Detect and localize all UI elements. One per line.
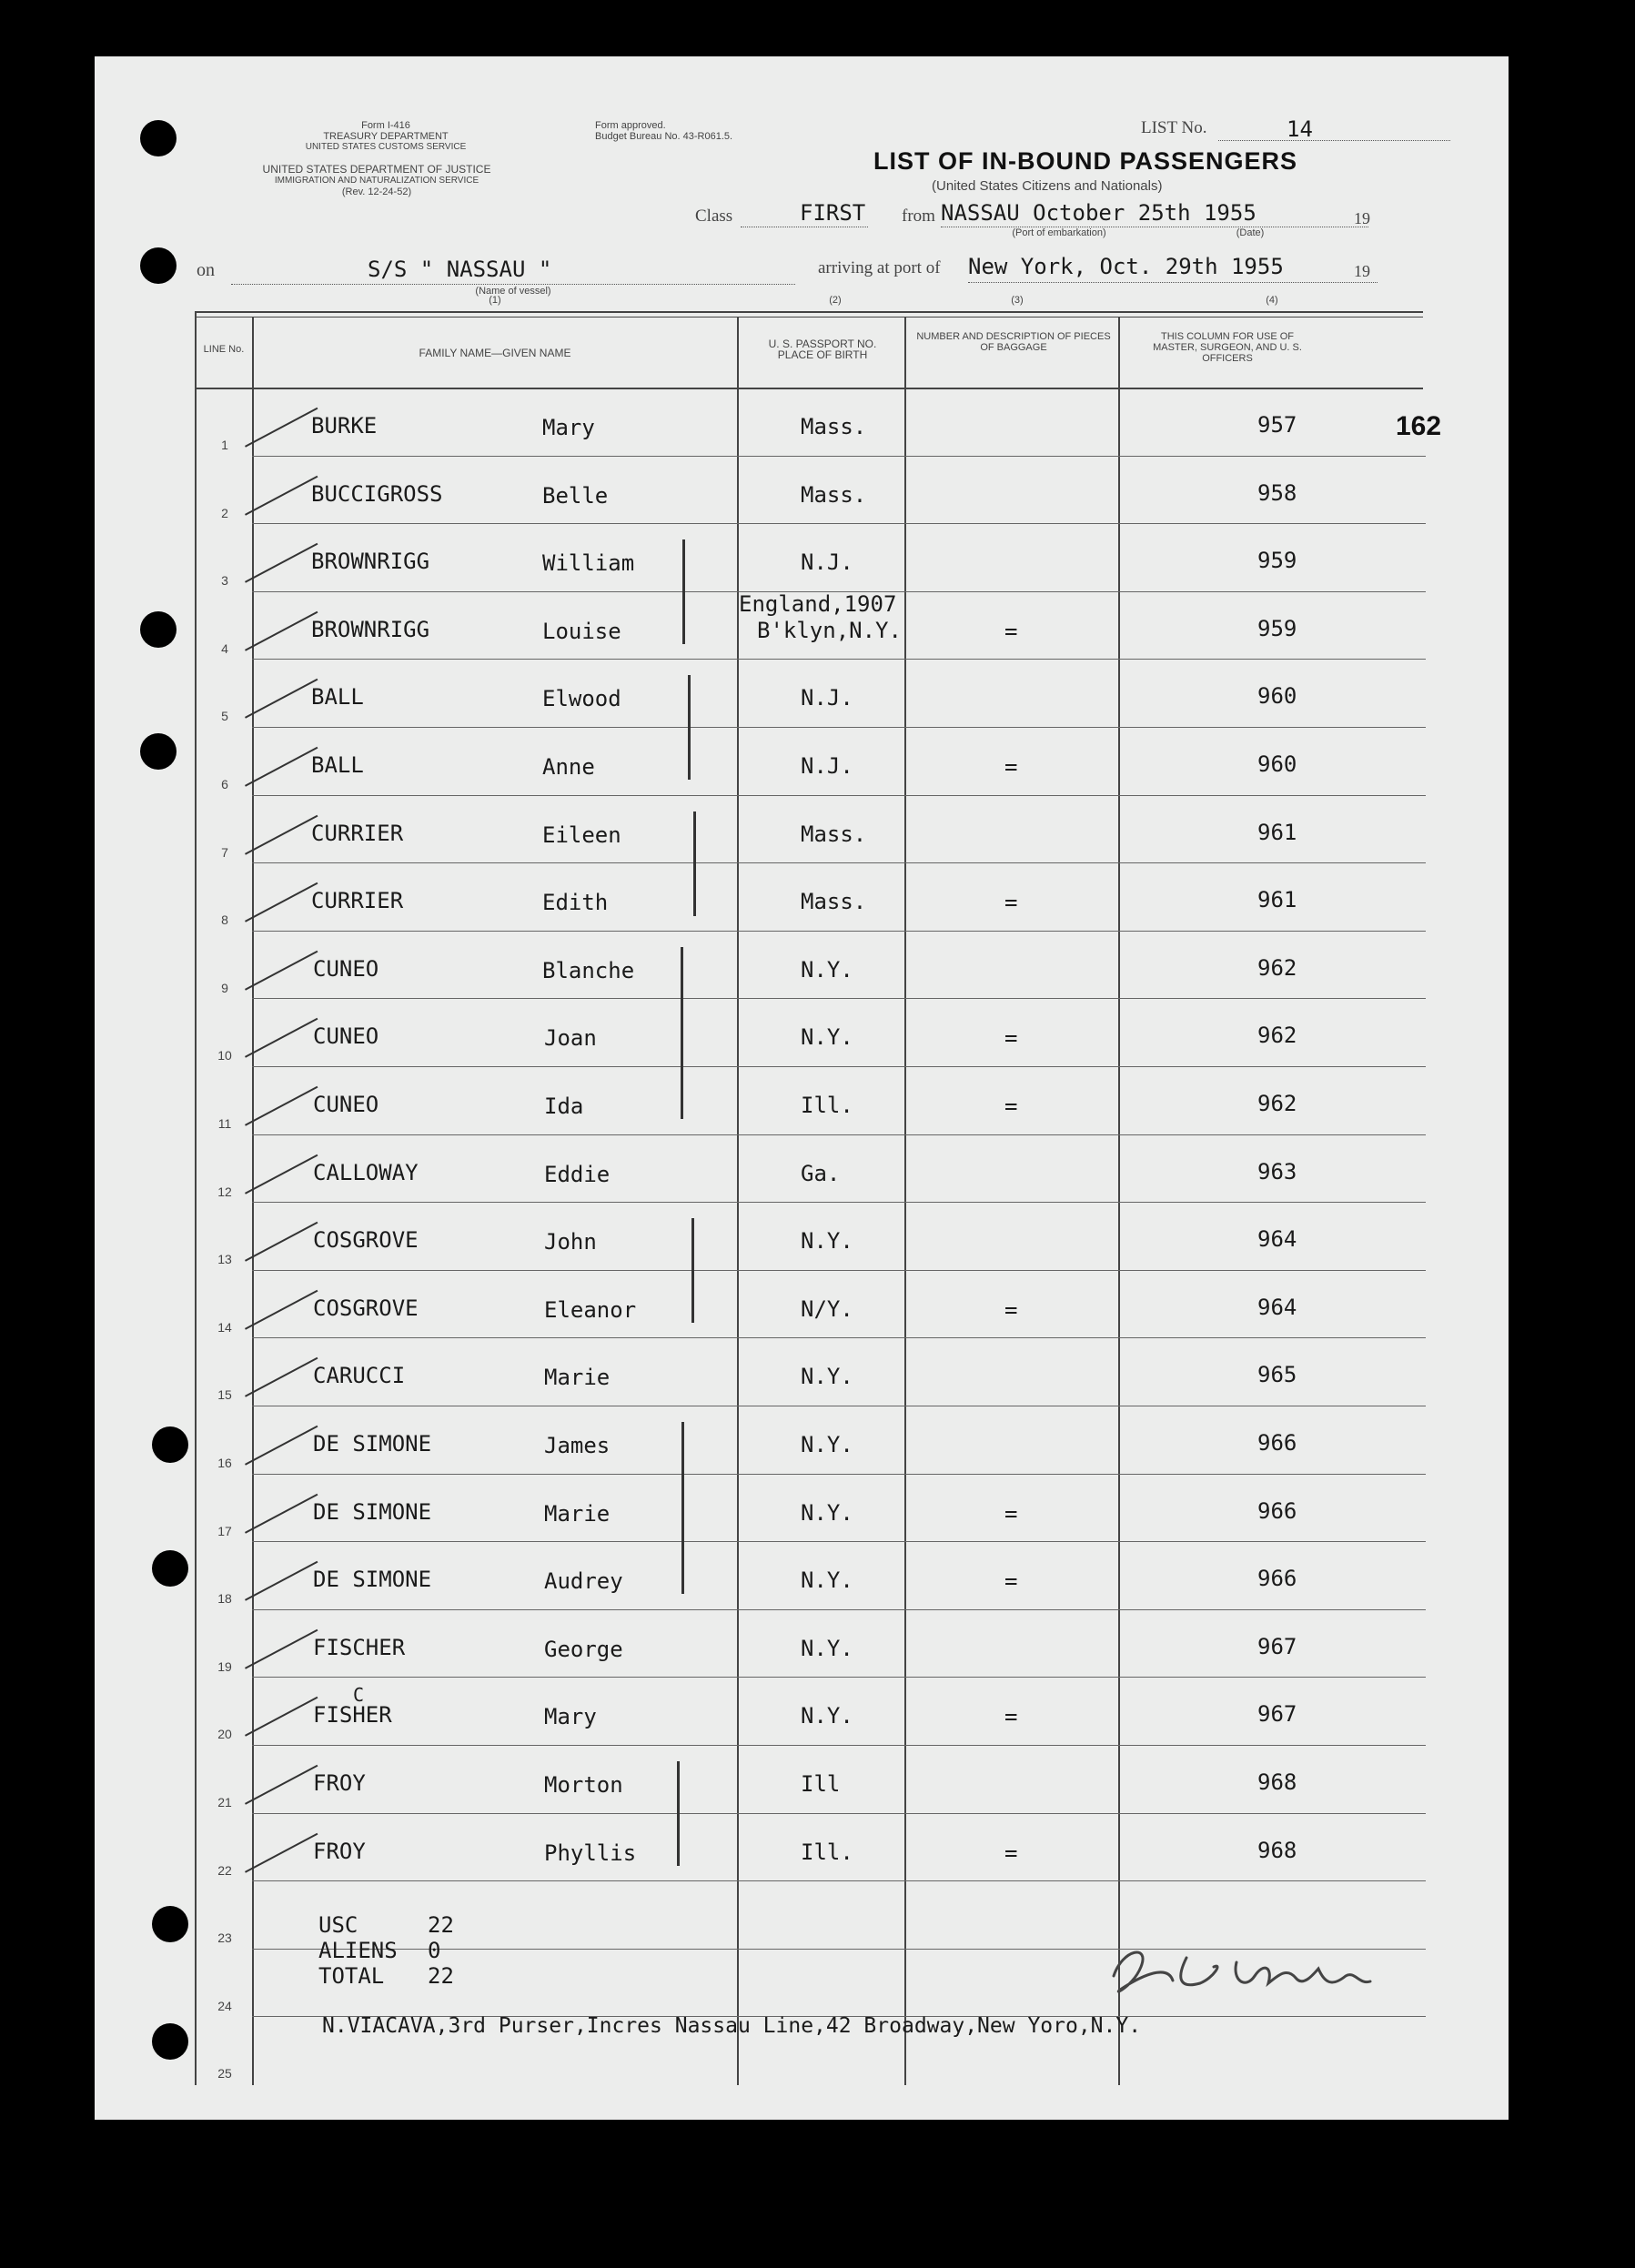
line-number: 8 bbox=[221, 912, 228, 927]
col-header-line: LINE No. bbox=[203, 344, 245, 355]
line-number: 23 bbox=[217, 1930, 232, 1945]
officer-number: 961 bbox=[1257, 820, 1297, 845]
given-name: Mary bbox=[544, 1704, 597, 1729]
form-sheet bbox=[95, 56, 1509, 2120]
check-mark bbox=[245, 1290, 318, 1330]
punch-hole bbox=[152, 1426, 188, 1463]
line-number: 24 bbox=[217, 1999, 232, 2013]
place-of-birth: N.Y. bbox=[801, 957, 853, 983]
given-name: George bbox=[544, 1637, 623, 1662]
col-header-officers: THIS COLUMN FOR USE OF MASTER, SURGEON, AND U. S. OFFICERS bbox=[1153, 331, 1302, 364]
baggage: = bbox=[1004, 1297, 1018, 1323]
officer-number: 962 bbox=[1257, 1023, 1297, 1048]
dept-justice: UNITED STATES DEPARTMENT OF JUSTICE bbox=[262, 163, 491, 176]
family-name: FISHER bbox=[313, 1702, 392, 1728]
line-number: 22 bbox=[217, 1863, 232, 1878]
dept-treasury: TREASURY DEPARTMENT bbox=[323, 131, 449, 142]
vessel-caption: (Name of vessel) bbox=[475, 286, 551, 297]
col-mark-1: (1) bbox=[489, 295, 501, 306]
family-name: FISCHER bbox=[313, 1635, 406, 1660]
officer-number: 967 bbox=[1257, 1701, 1297, 1727]
given-name: Marie bbox=[544, 1501, 611, 1527]
col-header-name: FAMILY NAME—GIVEN NAME bbox=[419, 347, 571, 359]
officer-number: 968 bbox=[1257, 1838, 1297, 1863]
family-name: BALL bbox=[311, 752, 364, 778]
given-name: Eileen bbox=[542, 822, 621, 848]
family-name: CALLOWAY bbox=[313, 1160, 419, 1185]
officer-number: 962 bbox=[1257, 1091, 1297, 1116]
place-of-birth: N.Y. bbox=[801, 1703, 853, 1729]
check-mark bbox=[245, 679, 318, 719]
vessel-name: S/S " NASSAU " bbox=[368, 257, 552, 282]
place-of-birth: N.Y. bbox=[801, 1228, 853, 1254]
family-name: BURKE bbox=[311, 413, 378, 438]
family-name: CUNEO bbox=[313, 1023, 379, 1049]
family-correction: C bbox=[353, 1684, 365, 1706]
check-mark bbox=[245, 1086, 318, 1126]
place-of-birth: Ga. bbox=[801, 1161, 841, 1186]
family-name: BROWNRIGG bbox=[311, 617, 430, 642]
check-mark bbox=[245, 408, 318, 448]
check-mark bbox=[245, 543, 318, 583]
family-name: DE SIMONE bbox=[313, 1567, 432, 1592]
check-mark bbox=[245, 1561, 318, 1601]
budget-bureau: Budget Bureau No. 43-R061.5. bbox=[595, 131, 733, 142]
page-subtitle: (United States Citizens and Nationals) bbox=[932, 178, 1163, 194]
check-mark bbox=[245, 476, 318, 516]
family-bracket bbox=[677, 1761, 680, 1866]
col-mark-4: (4) bbox=[1266, 295, 1278, 306]
check-mark bbox=[245, 1765, 318, 1805]
place-of-birth: N.Y. bbox=[801, 1567, 853, 1593]
family-bracket bbox=[682, 539, 685, 644]
line-number: 15 bbox=[217, 1387, 232, 1402]
punch-hole bbox=[140, 247, 177, 284]
line-number: 5 bbox=[221, 709, 228, 723]
total-value: 0 bbox=[428, 1938, 441, 1963]
family-name: FROY bbox=[313, 1839, 366, 1864]
given-name: Phyllis bbox=[544, 1840, 637, 1866]
line-number: 18 bbox=[217, 1591, 232, 1606]
line-number: 13 bbox=[217, 1252, 232, 1266]
col-mark-2: (2) bbox=[829, 295, 842, 306]
line-number: 21 bbox=[217, 1795, 232, 1809]
date-caption: (Date) bbox=[1236, 227, 1265, 238]
family-bracket bbox=[688, 675, 691, 780]
baggage: = bbox=[1004, 619, 1018, 644]
line-number: 9 bbox=[221, 981, 228, 995]
family-name: COSGROVE bbox=[313, 1295, 419, 1321]
check-mark bbox=[245, 951, 318, 991]
punch-hole bbox=[140, 611, 177, 648]
officer-number: 966 bbox=[1257, 1498, 1297, 1524]
nineteen-1: 19 bbox=[1354, 209, 1370, 227]
line-number: 3 bbox=[221, 573, 228, 588]
place-of-birth: Ill. bbox=[801, 1840, 853, 1865]
total-value: 22 bbox=[428, 1912, 454, 1938]
baggage: = bbox=[1004, 1025, 1018, 1051]
check-mark bbox=[245, 1629, 318, 1669]
dept-customs: UNITED STATES CUSTOMS SERVICE bbox=[305, 142, 467, 152]
given-name: Blanche bbox=[542, 958, 635, 983]
nineteen-2: 19 bbox=[1354, 262, 1370, 280]
given-name: Edith bbox=[542, 890, 609, 915]
given-name: Mary bbox=[542, 415, 595, 440]
family-name: CUNEO bbox=[313, 956, 379, 982]
arriving-value: New York, Oct. 29th 1955 bbox=[968, 254, 1284, 279]
family-name: CARUCCI bbox=[313, 1363, 406, 1388]
check-mark bbox=[245, 1222, 318, 1262]
family-name: BALL bbox=[311, 684, 364, 710]
officer-number: 960 bbox=[1257, 683, 1297, 709]
check-mark bbox=[245, 1426, 318, 1466]
line-number: 1 bbox=[221, 438, 228, 452]
class-label: Class bbox=[695, 207, 733, 226]
line-number: 17 bbox=[217, 1524, 232, 1538]
family-name: DE SIMONE bbox=[313, 1499, 432, 1525]
officer-number: 961 bbox=[1257, 887, 1297, 912]
check-mark bbox=[245, 1018, 318, 1058]
family-name: DE SIMONE bbox=[313, 1431, 432, 1457]
place-of-birth: N.J. bbox=[801, 753, 853, 779]
place-of-birth: N.Y. bbox=[801, 1500, 853, 1526]
family-bracket bbox=[691, 1218, 694, 1323]
given-name: John bbox=[544, 1229, 597, 1255]
place-of-birth: Mass. bbox=[801, 482, 867, 508]
place-of-birth: N/Y. bbox=[801, 1296, 853, 1322]
col-header-baggage: NUMBER AND DESCRIPTION OF PIECES OF BAGGAGE bbox=[916, 331, 1111, 353]
officer-number: 964 bbox=[1257, 1295, 1297, 1320]
form-number: Form I-416 bbox=[361, 120, 410, 131]
check-mark bbox=[245, 1833, 318, 1873]
line-number: 12 bbox=[217, 1184, 232, 1199]
check-mark bbox=[245, 1494, 318, 1534]
check-mark bbox=[245, 1697, 318, 1737]
family-name: BUCCIGROSS bbox=[311, 481, 443, 507]
place-of-birth: N.Y. bbox=[801, 1636, 853, 1661]
page-stamp: 162 bbox=[1396, 411, 1442, 441]
line-number: 10 bbox=[217, 1048, 232, 1063]
list-no-label: LIST No. bbox=[1141, 118, 1207, 137]
from-label: from bbox=[902, 207, 935, 226]
place-of-birth: Ill. bbox=[801, 1093, 853, 1118]
given-name: Joan bbox=[544, 1025, 597, 1051]
baggage: = bbox=[1004, 1704, 1018, 1729]
family-bracket bbox=[681, 947, 683, 1119]
family-name: BROWNRIGG bbox=[311, 549, 430, 574]
officer-number: 964 bbox=[1257, 1226, 1297, 1252]
punch-hole bbox=[152, 2023, 188, 2060]
check-mark bbox=[245, 747, 318, 787]
baggage: = bbox=[1004, 754, 1018, 780]
given-name: Louise bbox=[542, 619, 621, 644]
family-bracket bbox=[693, 811, 696, 916]
line-number: 14 bbox=[217, 1320, 232, 1335]
punch-hole bbox=[140, 733, 177, 770]
place-of-birth: N.Y. bbox=[801, 1024, 853, 1050]
given-name: Belle bbox=[542, 483, 609, 509]
check-mark bbox=[245, 1154, 318, 1194]
baggage: = bbox=[1004, 1501, 1018, 1527]
baggage: = bbox=[1004, 1568, 1018, 1594]
family-name: CUNEO bbox=[313, 1092, 379, 1117]
given-name: Eddie bbox=[544, 1162, 611, 1187]
signature bbox=[1086, 1912, 1432, 2021]
baggage: = bbox=[1004, 1840, 1018, 1866]
port-embarkation-caption: (Port of embarkation) bbox=[1012, 227, 1106, 238]
form-approved: Form approved. bbox=[595, 120, 666, 131]
family-bracket bbox=[681, 1422, 684, 1594]
given-name: Morton bbox=[544, 1772, 623, 1798]
officer-number: 965 bbox=[1257, 1362, 1297, 1387]
officer-number: 963 bbox=[1257, 1159, 1297, 1184]
line-number: 2 bbox=[221, 506, 228, 520]
officer-number: 967 bbox=[1257, 1634, 1297, 1659]
line-number: 25 bbox=[217, 2066, 232, 2081]
purser-line: N.VIACAVA,3rd Purser,Incres Nassau Line,42 Broadway,New Yoro,N.Y. bbox=[322, 2014, 1142, 2038]
line-number: 19 bbox=[217, 1659, 232, 1674]
form-revision: (Rev. 12-24-52) bbox=[341, 186, 412, 197]
from-value: NASSAU October 25th 1955 bbox=[941, 200, 1257, 226]
check-mark bbox=[245, 815, 318, 855]
officer-number: 960 bbox=[1257, 751, 1297, 777]
check-mark bbox=[245, 882, 318, 922]
place-of-birth: N.Y. bbox=[801, 1432, 853, 1457]
total-label: USC bbox=[318, 1912, 358, 1938]
officer-number: 957 bbox=[1257, 412, 1297, 438]
given-name: Marie bbox=[544, 1365, 611, 1390]
total-label: ALIENS bbox=[318, 1938, 398, 1963]
col-header-passport: U. S. PASSPORT NO. PLACE OF BIRTH bbox=[768, 338, 877, 361]
given-name: Ida bbox=[544, 1094, 584, 1119]
place-of-birth: Mass. bbox=[801, 414, 867, 439]
punch-hole bbox=[140, 120, 177, 156]
place-of-birth: Mass. bbox=[801, 822, 867, 847]
line-number: 4 bbox=[221, 641, 228, 656]
line-number: 7 bbox=[221, 845, 228, 860]
class-value: FIRST bbox=[800, 200, 866, 226]
given-name: Elwood bbox=[542, 686, 621, 711]
dept-ins: IMMIGRATION AND NATURALIZATION SERVICE bbox=[274, 176, 479, 186]
place-of-birth: B'klyn,N.Y. bbox=[757, 618, 902, 643]
officer-number: 959 bbox=[1257, 616, 1297, 641]
line-number: 6 bbox=[221, 777, 228, 791]
on-label: on bbox=[197, 260, 215, 280]
officer-number: 968 bbox=[1257, 1769, 1297, 1795]
family-name: FROY bbox=[313, 1770, 366, 1796]
family-name: CURRIER bbox=[311, 888, 404, 913]
place-of-birth: Mass. bbox=[801, 889, 867, 914]
place-of-birth: N.Y. bbox=[801, 1364, 853, 1389]
line-number: 20 bbox=[217, 1727, 232, 1741]
place-of-birth: N.J. bbox=[801, 549, 853, 575]
check-mark bbox=[245, 1357, 318, 1397]
list-no-value: 14 bbox=[1287, 116, 1313, 142]
family-name: COSGROVE bbox=[313, 1227, 419, 1253]
arriving-label: arriving at port of bbox=[818, 258, 941, 277]
baggage: = bbox=[1004, 1094, 1018, 1119]
officer-number: 959 bbox=[1257, 548, 1297, 573]
place-of-birth: Ill bbox=[801, 1771, 841, 1797]
officer-number: 962 bbox=[1257, 955, 1297, 981]
col-mark-3: (3) bbox=[1011, 295, 1024, 306]
check-mark bbox=[245, 611, 318, 651]
punch-hole bbox=[152, 1550, 188, 1587]
given-name: Eleanor bbox=[544, 1297, 637, 1323]
officer-number: 966 bbox=[1257, 1566, 1297, 1591]
given-name: Audrey bbox=[544, 1568, 623, 1594]
line-number: 16 bbox=[217, 1456, 232, 1470]
total-value: 22 bbox=[428, 1963, 454, 1989]
officer-number: 966 bbox=[1257, 1430, 1297, 1456]
given-name: James bbox=[544, 1433, 611, 1458]
baggage: = bbox=[1004, 890, 1018, 915]
family-name: CURRIER bbox=[311, 821, 404, 846]
total-label: TOTAL bbox=[318, 1963, 385, 1989]
place-of-birth: N.J. bbox=[801, 685, 853, 711]
page-title: LIST OF IN-BOUND PASSENGERS bbox=[873, 147, 1298, 175]
birth-note: England,1907 bbox=[739, 591, 897, 617]
line-number: 11 bbox=[217, 1116, 232, 1131]
given-name: William bbox=[542, 550, 635, 576]
given-name: Anne bbox=[542, 754, 595, 780]
officer-number: 958 bbox=[1257, 480, 1297, 506]
punch-hole bbox=[152, 1906, 188, 1942]
